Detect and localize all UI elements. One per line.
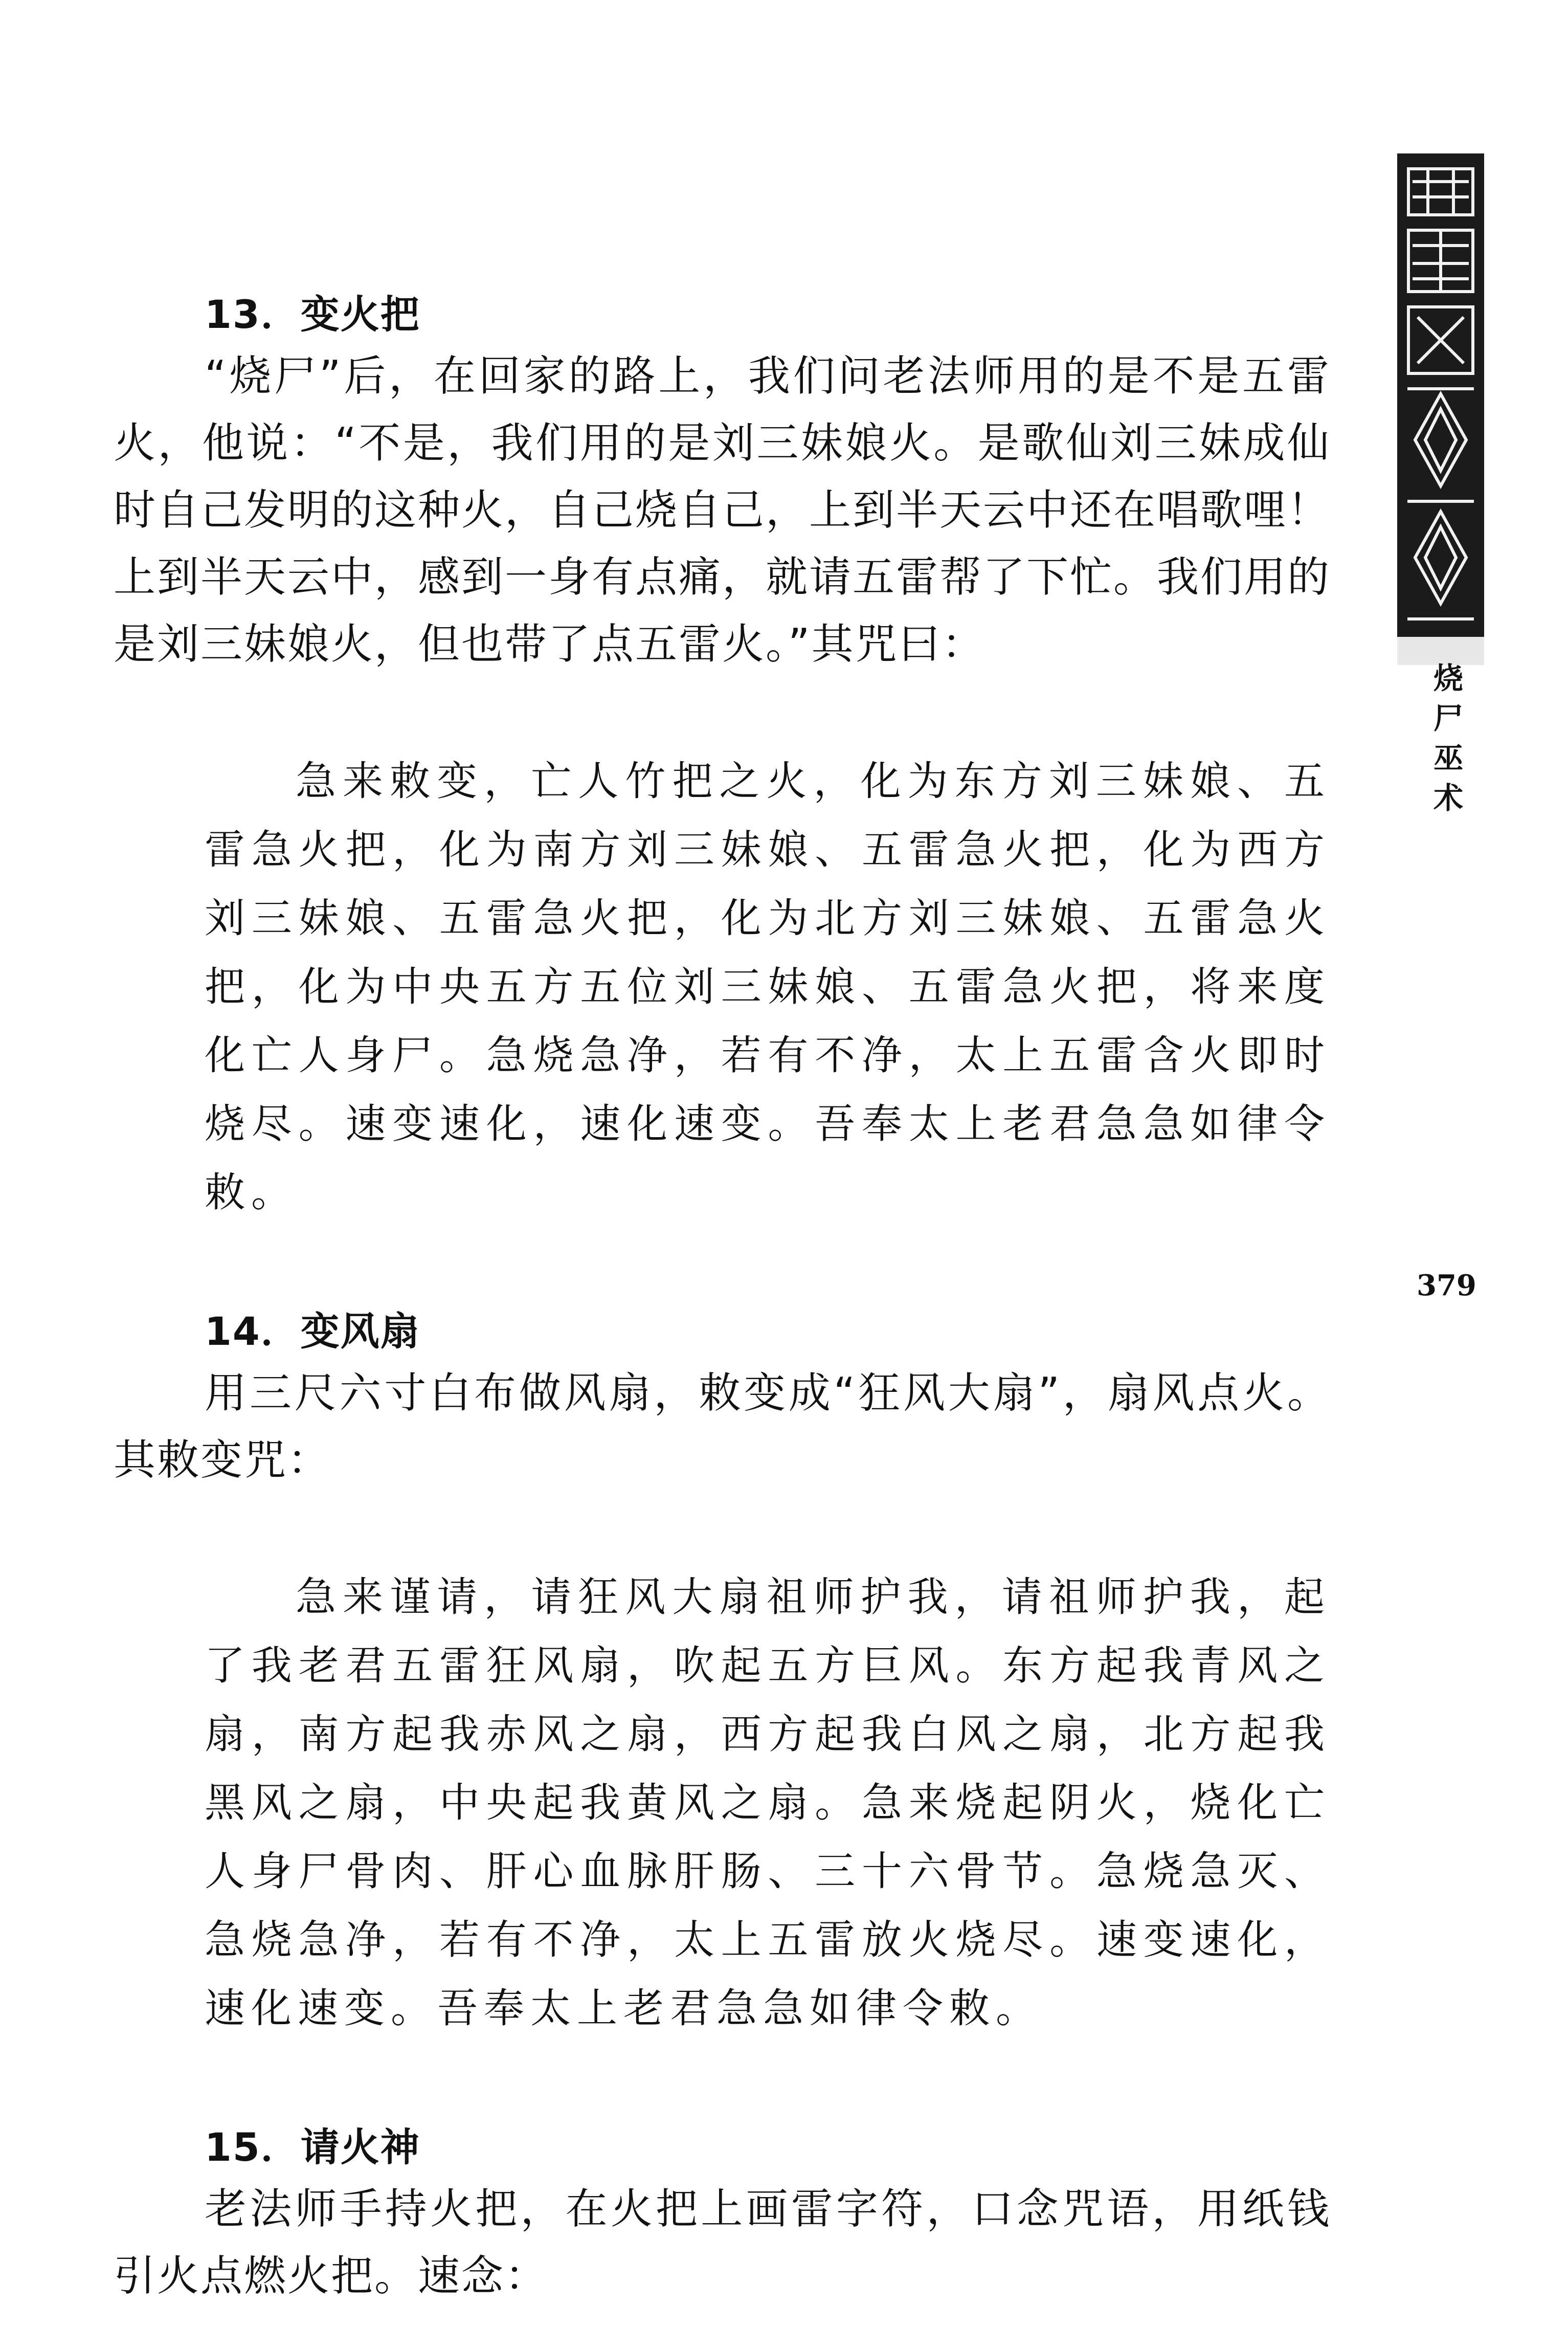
section-paragraph: “烧尸”后，在回家的路上，我们问老法师用的是不是五雷火，他说：“不是，我们用的是刘三妹娘火。是歌仙刘三妹成仙时自己发明的这种火，自己烧自己，上到半天云中还在唱歌哩！上到半天云中，感到一身有点痛，就请五雷帮了下忙。我们用的是刘三妹娘火，但也带了点五雷火。”其咒曰： [114, 352, 1331, 669]
running-title: 烧尸巫术 [1428, 662, 1463, 822]
page-number: 379 [1417, 1269, 1476, 1302]
ornament-pattern-icon [1397, 153, 1484, 665]
section-heading: 15．请火神 [205, 2124, 420, 2170]
incantation-block: 急来敕变，亡人竹把之火，化为东方刘三妹娘、五雷急火把，化为南方刘三妹娘、五雷急火把，化为西方刘三妹娘、五雷急火把，化为北方刘三妹娘、五雷急火把，化为中央五方五位刘三妹娘、五雷急火把，将来度化亡人身尸。急烧急净，若有不净，太上五雷含火即时烧尽。速变速化，速化速变。吾奉太上老君急急如律令敕。 [205, 758, 1331, 1216]
incantation-block: 急来谨请，请狂风大扇祖师护我，请祖师护我，起了我老君五雷狂风扇，吹起五方巨风。东方起我青风之扇，南方起我赤风之扇，西方起我白风之扇，北方起我黑风之扇，中央起我黄风之扇。急来烧起阴火，烧化亡人身尸骨肉、肝心血脉肝肠、三十六骨节。急烧急灭、急烧急净，若有不净，太上五雷放火烧尽。速变速化，速化速变。吾奉太上老君急急如律令敕。 [205, 1573, 1331, 2032]
main-text [114, 286, 1331, 2310]
section-paragraph: 用三尺六寸白布做风扇，敕变成“狂风大扇”，扇风点火。其敕变咒： [114, 1369, 1331, 1484]
section-paragraph: 老法师手持火把，在火把上画雷字符，口念咒语，用纸钱引火点燃火把。速念： [114, 2185, 1331, 2300]
section-heading: 14．变风扇 [205, 1309, 420, 1354]
side-ornament-band [1397, 153, 1484, 665]
section-heading: 13．变火把 [205, 292, 420, 337]
